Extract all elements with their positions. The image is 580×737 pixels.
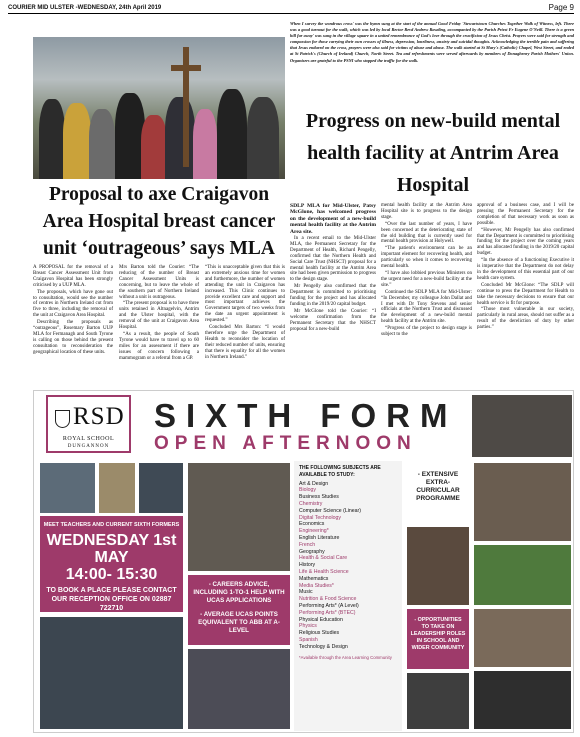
students-photo <box>472 395 572 457</box>
story2-paragraph: Continued the SDLP MLA for Mid-Ulster: “In December, my colleague John Dallat and I met with Dr Tony Stevens and senior officials at the Northern Trust and discussed the development of a new-build mental health facility at the Antrim site. <box>381 289 472 325</box>
story2-paragraph: approval of a business case, and I will be pressing the Permanent Secretary for the completion of that necessary work as soon as possible. <box>477 203 574 226</box>
story2-paragraph: “I have also lobbied previous Ministers on the urgent need for a new-build facility at the site.” <box>381 270 472 288</box>
subject-item: Performing Arts* (A Level) <box>299 602 359 609</box>
subject-item: French <box>299 541 316 548</box>
leadership-text: - OPPORTUNITIES TO TAKE ON LEADERSHIP ROLES IN SCHOOL AND WIDER COMMUNITY <box>410 617 466 651</box>
story2-lead: SDLP MLA for Mid-Ulster, Patsy McGlone, has welcomed progress on the development of a new-build mental health facility at the Antrim Area site. <box>290 203 376 235</box>
subject-item: Engineering* <box>299 528 329 535</box>
subject-item: Performing Arts* (BTEC) <box>299 609 356 616</box>
students-photo <box>407 527 469 605</box>
sixth-form-advert <box>33 390 574 733</box>
story1-paragraph: “This is unacceptable given that this is an extremely anxious time for women and furthermore, the number of women attending the unit in Craigavon has increased. This Clinic continues to provide excellent care and support and most important achieves the Government targets of two weeks from the date an urgent appointment is requested.” <box>205 265 285 324</box>
story2-column-2 <box>381 203 472 339</box>
students-photo <box>474 671 571 729</box>
students-photo <box>139 463 183 513</box>
subject-item: Nutrition & Food Science <box>299 596 357 603</box>
subject-item: Art & Design <box>299 480 329 487</box>
students-photo <box>188 463 290 571</box>
students-photo <box>407 673 469 729</box>
walk-of-witness-photo <box>33 37 285 179</box>
story1-paragraph: Describing the proposals as “outrageous”, Rosemary Barton UUP MLA for Fermanagh and South Tyrone is calling on those behind the present consultation to reconsideration the geographical location of these units. <box>33 320 113 355</box>
students-photo <box>40 463 95 513</box>
subject-item: English Literature <box>299 534 340 541</box>
story2-paragraph: “Progress of the project to design stage is subject to the <box>381 326 472 338</box>
subject-item: Music <box>299 589 313 596</box>
booking-info: TO BOOK A PLACE PLEASE CONTACT OUR RECEPTION OFFICE ON 02887 722710 <box>46 587 177 612</box>
subjects-list <box>294 461 402 731</box>
story2-paragraph: In a recent email to the Mid-Ulster MLA, the Permanent Secretary for the Department of Health, Richard Pengelly, confirmed that the Northern Health and Social Care Trust (NHSCT) proposal for a mental health facility at the Antrim Area site had been given permission to progress to the design stage. <box>290 236 376 283</box>
classroom-photo <box>188 649 290 729</box>
story1-column-3 <box>205 265 285 362</box>
story1-paragraph: “As a result, the people of South Tyrone would have to travel up to 60 miles for an assessment if there are issues of concern following a mammogram or a referral from a GP. <box>119 331 199 361</box>
subject-item: Media Studies* <box>299 582 334 589</box>
story2-paragraph: “The patient's environment can be an important element for recovering health, and particularly so when it comes to recovering mental health. <box>381 246 472 270</box>
story2-headline: Progress on new-build mental health facility at Antrim Area Hospital <box>305 110 561 196</box>
students-photo <box>474 463 571 541</box>
subject-item: Religious Studies <box>299 630 340 637</box>
subject-item: Mathematics <box>299 575 329 582</box>
story1-paragraph: Mrs Barton told the Courier: “The reducing of the number of Breast Cancer Assessment Units is concerning, but to leave the whole of the southern part of Northern Ireland without a unit is outrageous. <box>119 265 199 300</box>
event-time: 14:00- 15:30 <box>65 566 158 583</box>
story2-paragraph: “Over the last number of years, I have been concerned at the deteriorating state of the old building that is currently used for mental health provision at Holywell. <box>381 221 472 245</box>
extracurricular-text: - EXTENSIVE EXTRA-CURRICULAR PROGRAMME <box>416 471 460 502</box>
students-photo <box>474 609 571 667</box>
story1-paragraph: The proposals, which have gone out to consultation, would see the number of centres in Northern Ireland cut from five to three, including the removal of the unit at Craigavon Area Hospital. <box>33 289 113 319</box>
subject-item: History <box>299 562 316 569</box>
crest-icon <box>55 410 70 428</box>
ucas-points-text: - AVERAGE UCAS POINTS EQUIVALENT TO ABB AT A-LEVEL <box>198 611 280 634</box>
story2-paragraph: mental health facility at the Antrim Area Hospital site is to progress to the design stage. <box>381 203 472 220</box>
subject-item: Life & Health Science <box>299 568 349 575</box>
careers-advice-text: - CAREERS ADVICE, INCLUDING 1-TO-1 HELP WITH UCAS APPLICATIONS <box>193 581 285 604</box>
story2-column-3 <box>477 203 574 332</box>
story2-paragraph: Concluded Mr McGlone: “The SDLP will continue to press the Department for Health to take the necessary decisions to ensure that our health service is fit for purpose. <box>477 282 574 306</box>
photo-caption: When I survey the wondrous cross' was the hymn sung at the start of the annual Good Friday 'Stewartstown Churches Together Walk of Witness, left. There was a good turnout for the walk, which was led by local Rector Revd Andrew Rawding, accompanied by the Parish Priest Fr Eugene O'Neill. There is a green hill far away' was sung in the village square in a united remembrance of God's love through the crucifixion of Jesus Christ. Prayers were said for strength and compassion for those carrying their own crosses of illness, depression, loneliness, anxiety and suicidal thoughts. Acknowledging the terrible pain and suffering that Jesus endured on the cross, prayers were also said for victims of abuse and abuse. The walk started at St Mary's (Catholic) Chapel, West Street, and ended at St Patrick's (Church of Ireland) Church, North Street. Tea and refreshments were served afterwards by members of Donaghenry Parish Mothers' Union. Organisers are grateful to the PSNI who stopped the traffic for the walk. <box>290 21 574 63</box>
subjects-note: *Available through the Area Learning Community <box>299 654 392 660</box>
story2-paragraph: Mr McGlone told the Courier: “I welcome confirmation from the Permanent Secretary that the NHSCT proposal for a new-build <box>290 308 376 332</box>
subjects-title: THE FOLLOWING SUBJECTS ARE AVAILABLE TO STUDY: <box>299 465 381 478</box>
subject-item: Technology & Design <box>299 643 348 650</box>
story1-paragraph: “The present proposal is to have three units retained in Altnagelvin, Antrim and the Ulster hospital, with the removal of the unit at Craigavon Area Hospital. <box>119 301 199 331</box>
story1-paragraph: Concluded Mrs Barton: “I would therefore urge the Department of Health to reconsider the location of their reduced number of units, ensuring that there is equality for all the women in Northern Ireland.” <box>205 325 285 360</box>
meet-teachers-text: MEET TEACHERS AND CURRENT SIXTH FORMERS <box>43 522 180 528</box>
extracurricular-box <box>407 461 469 523</box>
leadership-box <box>407 609 469 669</box>
subject-item: Physics <box>299 623 317 630</box>
story1-paragraph: A PROPOSAL for the removal of a Breast Cancer Assessment Unit from Craigavon Hospital has been strongly criticised by a UUP MLA. <box>33 265 113 288</box>
story2-column-1 <box>290 203 376 334</box>
story2-paragraph: “However, Mr Pengelly has also confirmed that the Department is committed to prioritising funding for the project over the coming years and has allocated funding in the 2019/20 capital budget. <box>477 227 574 257</box>
story1-headline: Proposal to axe Craigavon Area Hospital breast cancer unit ‘outrageous’ says MLA <box>42 184 276 259</box>
subject-item: Digital Technology <box>299 514 342 521</box>
subject-item: Computer Science (Linear) <box>299 507 361 514</box>
story2-paragraph: “Those most vulnerable in our society, particularly in rural areas, should not suffer as a result of the dereliction of duty by other parties.” <box>477 307 574 331</box>
students-photo <box>99 463 135 513</box>
sixth-form-heading: SIXTH FORM <box>154 397 458 434</box>
open-afternoon-info-box <box>40 516 183 612</box>
school-town: DUNGANNON <box>67 444 110 449</box>
event-date: WEDNESDAY 1st MAY <box>46 532 177 566</box>
subject-item: Geography <box>299 548 325 555</box>
open-afternoon-heading: OPEN AFTERNOON <box>154 433 417 454</box>
subject-item: Health & Social Care <box>299 555 348 562</box>
story2-paragraph: Mr Pengelly also confirmed that the Department is committed to prioritising funding for the project and has allocated funding in the 2019/20 capital budget. <box>290 284 376 307</box>
rsd-logo <box>46 395 131 453</box>
subject-items <box>299 481 397 651</box>
publication-line: COURIER MID ULSTER -WEDNESDAY, 24th April 2019 <box>8 5 162 11</box>
sports-photo <box>474 545 571 605</box>
subject-item: Biology <box>299 487 317 494</box>
subject-item: Business Studies <box>299 494 339 501</box>
classroom-photo <box>40 617 183 729</box>
subject-item: Spanish <box>299 636 318 643</box>
subject-item: Physical Education <box>299 616 343 623</box>
school-name: ROYAL SCHOOL <box>62 436 115 442</box>
page-number: Page 9 <box>548 3 574 12</box>
page-header <box>8 3 574 14</box>
careers-info-box <box>188 575 290 645</box>
story2-paragraph: “In the absence of a functioning Executive it is imperative that the Department do not delay in the development of this essential part of our health care system. <box>477 258 574 281</box>
story1-column-2 <box>119 265 199 363</box>
subject-item: Chemistry <box>299 500 323 507</box>
subject-item: Economics <box>299 521 325 528</box>
rsd-letters: RSD <box>73 403 125 430</box>
story1-column-1 <box>33 265 113 357</box>
